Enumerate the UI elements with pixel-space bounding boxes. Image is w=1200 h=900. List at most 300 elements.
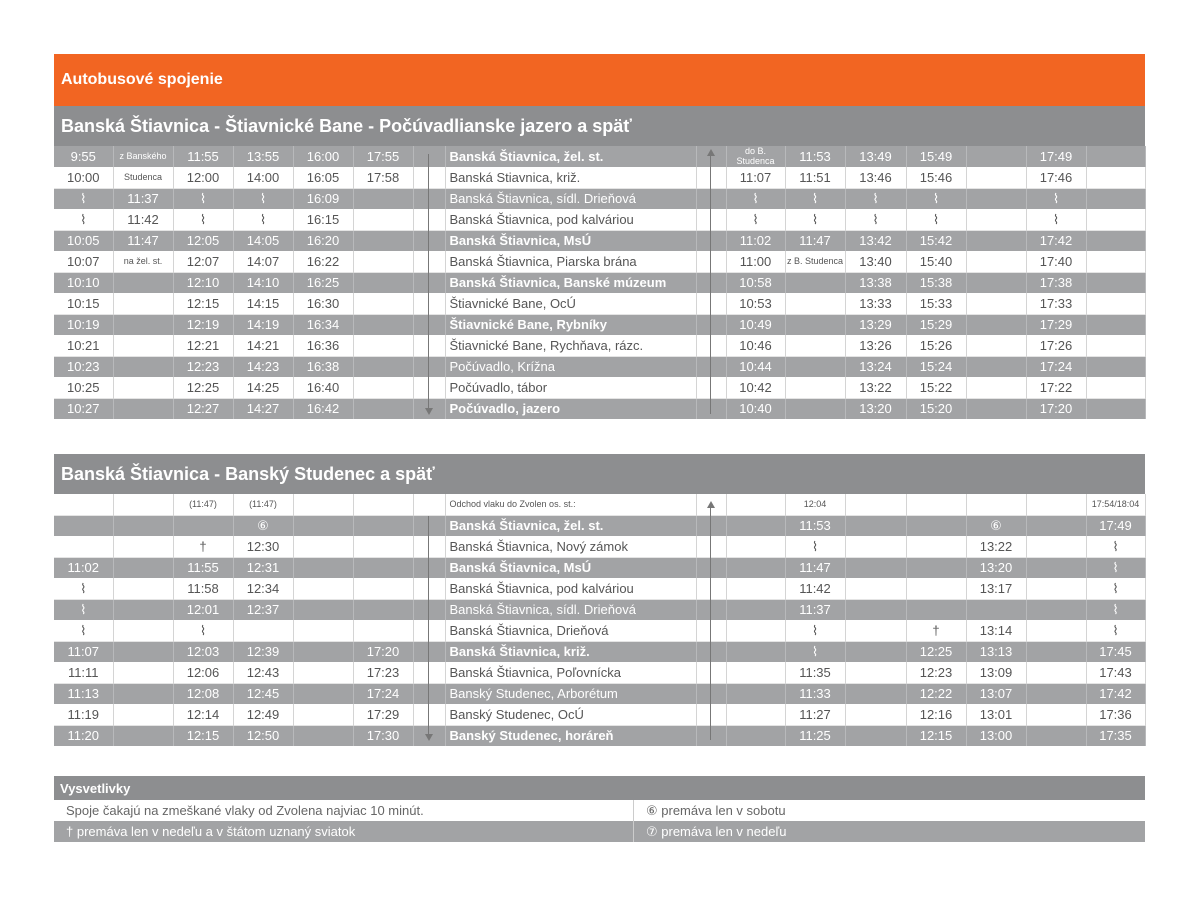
time-cell <box>1026 683 1086 704</box>
time-cell <box>353 314 413 335</box>
time-cell <box>113 515 173 536</box>
time-cell: 17:23 <box>353 662 413 683</box>
time-cell: 10:58 <box>726 272 785 293</box>
time-cell: ⌇ <box>1026 188 1086 209</box>
time-cell <box>966 377 1026 398</box>
up-arrow-line-2 <box>710 508 711 740</box>
time-cell: 14:25 <box>233 377 293 398</box>
time-cell: 14:21 <box>233 335 293 356</box>
time-cell: 17:24 <box>353 683 413 704</box>
time-cell <box>113 398 173 419</box>
time-cell: 16:30 <box>293 293 353 314</box>
up-arrow-icon <box>707 149 715 156</box>
time-cell: 17:46 <box>1026 167 1086 188</box>
time-cell <box>1086 188 1145 209</box>
stop-name: Banská Štiavnica, pod kalváriou <box>445 209 696 230</box>
time-cell: 16:25 <box>293 272 353 293</box>
time-cell: 12:10 <box>173 272 233 293</box>
stop-name: Štiavnické Bane, OcÚ <box>445 293 696 314</box>
time-cell <box>845 725 906 746</box>
time-cell <box>353 557 413 578</box>
time-cell: 12:30 <box>233 536 293 557</box>
legend-item: ⑦ premáva len v nedeľu <box>646 823 787 839</box>
time-cell: 13:24 <box>845 356 906 377</box>
time-cell: 11:07 <box>726 167 785 188</box>
time-cell: 12:05 <box>173 230 233 251</box>
time-cell: 15:22 <box>906 377 966 398</box>
time-cell: 14:27 <box>233 398 293 419</box>
stop-name: Banský Studenec, Arborétum <box>445 683 696 704</box>
time-cell: 12:08 <box>173 683 233 704</box>
table-row <box>54 641 1145 662</box>
time-cell: 12:07 <box>173 251 233 272</box>
stop-name: Banská Štiavnica, pod kalváriou <box>445 578 696 599</box>
time-cell <box>413 641 445 662</box>
time-cell <box>966 293 1026 314</box>
time-cell: ⌇ <box>785 641 845 662</box>
time-cell <box>413 146 445 167</box>
time-cell <box>966 599 1026 620</box>
time-cell <box>696 377 726 398</box>
time-cell: 10:46 <box>726 335 785 356</box>
time-cell: do B. Studenca <box>726 146 785 167</box>
time-cell <box>113 662 173 683</box>
time-cell: 12:03 <box>173 641 233 662</box>
time-cell: 14:05 <box>233 230 293 251</box>
time-cell: 11:00 <box>726 251 785 272</box>
time-cell: 11:51 <box>785 167 845 188</box>
time-cell: ⌇ <box>726 188 785 209</box>
time-cell <box>113 356 173 377</box>
stop-name: Banská Štiavnica, križ. <box>445 641 696 662</box>
up-arrow-icon <box>707 501 715 508</box>
stop-name: Banská Štiavnica, sídl. Drieňová <box>445 599 696 620</box>
table-row <box>54 356 1145 377</box>
time-cell: 17:49 <box>1026 146 1086 167</box>
time-cell: 17:30 <box>353 725 413 746</box>
table-row <box>54 146 1145 167</box>
time-cell <box>906 578 966 599</box>
time-cell: 17:22 <box>1026 377 1086 398</box>
time-cell: 11:47 <box>113 230 173 251</box>
time-cell <box>293 536 353 557</box>
time-cell: 11:42 <box>113 209 173 230</box>
time-cell <box>1086 293 1145 314</box>
time-cell <box>353 494 413 515</box>
time-cell: ⌇ <box>785 209 845 230</box>
time-cell: 10:49 <box>726 314 785 335</box>
time-cell: 16:00 <box>293 146 353 167</box>
time-cell <box>113 314 173 335</box>
legend <box>54 776 1145 842</box>
table-row <box>54 335 1145 356</box>
time-cell: 17:36 <box>1086 704 1145 725</box>
time-cell: 17:38 <box>1026 272 1086 293</box>
legend-title: Vysvetlivky <box>54 776 1145 800</box>
time-cell: 16:09 <box>293 188 353 209</box>
time-cell: 11:47 <box>785 230 845 251</box>
section1-title: Banská Štiavnica - Štiavnické Bane - Počúvadlianske jazero a späť <box>61 115 632 136</box>
time-cell <box>726 599 785 620</box>
section2-title: Banská Štiavnica - Banský Studenec a späť <box>61 463 435 484</box>
time-cell <box>113 704 173 725</box>
time-cell: 11:11 <box>54 662 113 683</box>
section1-timetable <box>54 146 1146 419</box>
section1-table-wrap <box>54 146 1145 419</box>
stop-name: Banská Štiavnica, Piarska brána <box>445 251 696 272</box>
time-cell <box>113 683 173 704</box>
time-cell: 17:42 <box>1086 683 1145 704</box>
time-cell <box>696 620 726 641</box>
time-cell <box>845 662 906 683</box>
time-cell <box>413 494 445 515</box>
time-cell <box>293 578 353 599</box>
time-cell <box>1026 662 1086 683</box>
time-cell <box>1086 398 1145 419</box>
time-cell <box>845 641 906 662</box>
stop-name: Banská Štiavnica, MsÚ <box>445 230 696 251</box>
time-cell: † <box>173 536 233 557</box>
time-cell <box>1026 620 1086 641</box>
time-cell: ⌇ <box>1086 557 1145 578</box>
time-cell <box>906 536 966 557</box>
time-cell: 11:02 <box>54 557 113 578</box>
time-cell <box>696 578 726 599</box>
time-cell: 15:49 <box>906 146 966 167</box>
time-cell <box>726 515 785 536</box>
stop-name: Banská Štiavnica, sídl. Drieňová <box>445 188 696 209</box>
time-cell: 13:55 <box>233 146 293 167</box>
time-cell: 11:27 <box>785 704 845 725</box>
time-cell: 16:05 <box>293 167 353 188</box>
time-cell <box>54 536 113 557</box>
stop-name: Štiavnické Bane, Rybníky <box>445 314 696 335</box>
time-cell: 17:29 <box>353 704 413 725</box>
time-cell <box>293 662 353 683</box>
time-cell: 17:42 <box>1026 230 1086 251</box>
time-cell <box>696 704 726 725</box>
time-cell <box>413 536 445 557</box>
table-row <box>54 599 1145 620</box>
table-row <box>54 377 1145 398</box>
time-cell <box>785 335 845 356</box>
time-cell <box>353 272 413 293</box>
time-cell <box>413 167 445 188</box>
time-cell: 17:33 <box>1026 293 1086 314</box>
time-cell <box>353 599 413 620</box>
time-cell <box>1086 314 1145 335</box>
time-cell <box>845 704 906 725</box>
time-cell: 11:20 <box>54 725 113 746</box>
time-cell: 13:33 <box>845 293 906 314</box>
time-cell: 11:58 <box>173 578 233 599</box>
time-cell: 12:16 <box>906 704 966 725</box>
time-cell <box>413 578 445 599</box>
time-cell: 10:23 <box>54 356 113 377</box>
time-cell <box>293 515 353 536</box>
time-cell: 14:23 <box>233 356 293 377</box>
down-arrow-line-1 <box>428 154 429 410</box>
time-cell <box>353 398 413 419</box>
time-cell: (11:47) <box>173 494 233 515</box>
time-cell <box>845 494 906 515</box>
time-cell: 13:22 <box>845 377 906 398</box>
time-cell: 10:15 <box>54 293 113 314</box>
time-cell <box>353 536 413 557</box>
table-row <box>54 251 1145 272</box>
time-cell <box>293 557 353 578</box>
stop-name: Štiavnické Bane, Rychňava, rázc. <box>445 335 696 356</box>
time-cell: 10:27 <box>54 398 113 419</box>
time-cell: 16:40 <box>293 377 353 398</box>
time-cell <box>353 377 413 398</box>
time-cell <box>726 578 785 599</box>
time-cell <box>696 725 726 746</box>
time-cell <box>785 398 845 419</box>
time-cell: 14:07 <box>233 251 293 272</box>
time-cell: 11:25 <box>785 725 845 746</box>
legend-row <box>54 800 1145 821</box>
time-cell <box>353 335 413 356</box>
down-arrow-icon <box>425 408 433 415</box>
time-cell <box>966 209 1026 230</box>
stop-name: Banský Studenec, horáreň <box>445 725 696 746</box>
time-cell <box>696 599 726 620</box>
time-cell: 12:50 <box>233 725 293 746</box>
time-cell <box>353 620 413 641</box>
time-cell: 15:46 <box>906 167 966 188</box>
time-cell: 13:07 <box>966 683 1026 704</box>
time-cell <box>696 314 726 335</box>
time-cell: ⌇ <box>1086 620 1145 641</box>
table-row <box>54 683 1145 704</box>
time-cell: ⌇ <box>54 620 113 641</box>
time-cell <box>906 515 966 536</box>
stop-name: Banská Štiavnica, Drieňová <box>445 620 696 641</box>
time-cell <box>1086 251 1145 272</box>
time-cell <box>726 494 785 515</box>
time-cell: ⌇ <box>785 620 845 641</box>
time-cell <box>1086 167 1145 188</box>
time-cell: 11:55 <box>173 557 233 578</box>
time-cell: 11:53 <box>785 515 845 536</box>
time-cell: 13:13 <box>966 641 1026 662</box>
time-cell <box>696 662 726 683</box>
time-cell: 16:34 <box>293 314 353 335</box>
time-cell <box>785 377 845 398</box>
time-cell <box>696 356 726 377</box>
time-cell <box>696 251 726 272</box>
time-cell: 16:42 <box>293 398 353 419</box>
time-cell <box>785 272 845 293</box>
time-cell: 12:21 <box>173 335 233 356</box>
time-cell: (11:47) <box>233 494 293 515</box>
time-cell <box>696 188 726 209</box>
time-cell <box>845 620 906 641</box>
time-cell: 14:00 <box>233 167 293 188</box>
time-cell: ⌇ <box>726 209 785 230</box>
time-cell: 15:42 <box>906 230 966 251</box>
time-cell <box>726 536 785 557</box>
time-cell: 17:55 <box>353 146 413 167</box>
time-cell: ⌇ <box>173 620 233 641</box>
time-cell: z B. Studenca <box>785 251 845 272</box>
time-cell: 15:20 <box>906 398 966 419</box>
time-cell <box>966 314 1026 335</box>
time-cell <box>293 683 353 704</box>
time-cell: 11:19 <box>54 704 113 725</box>
time-cell <box>785 314 845 335</box>
time-cell: 11:02 <box>726 230 785 251</box>
time-cell <box>413 599 445 620</box>
table-row <box>54 704 1145 725</box>
time-cell: 13:46 <box>845 167 906 188</box>
stop-name: Banská Štiavnica, žel. st. <box>445 146 696 167</box>
time-cell <box>845 515 906 536</box>
time-cell <box>353 578 413 599</box>
time-cell: ⌇ <box>54 209 113 230</box>
time-cell <box>413 272 445 293</box>
time-cell <box>113 599 173 620</box>
time-cell: 12:25 <box>906 641 966 662</box>
time-cell: 14:15 <box>233 293 293 314</box>
time-cell <box>353 356 413 377</box>
table-row <box>54 536 1145 557</box>
time-cell <box>906 557 966 578</box>
time-cell <box>413 662 445 683</box>
time-cell: 11:33 <box>785 683 845 704</box>
section2-timetable <box>54 494 1146 746</box>
time-cell <box>413 293 445 314</box>
time-cell: 17:58 <box>353 167 413 188</box>
time-cell: 11:07 <box>54 641 113 662</box>
time-cell: 10:44 <box>726 356 785 377</box>
time-cell <box>413 230 445 251</box>
time-cell <box>1086 230 1145 251</box>
time-cell: 13:00 <box>966 725 1026 746</box>
time-cell: 13:49 <box>845 146 906 167</box>
stop-name: Banská Štiavnica, MsÚ <box>445 557 696 578</box>
time-cell: 12:06 <box>173 662 233 683</box>
time-cell: 13:26 <box>845 335 906 356</box>
time-cell <box>413 209 445 230</box>
time-cell <box>696 293 726 314</box>
time-cell <box>785 293 845 314</box>
stop-name: Banský Studenec, OcÚ <box>445 704 696 725</box>
time-cell: Studenca <box>113 167 173 188</box>
section2-title-bar <box>54 454 1145 494</box>
time-cell <box>113 620 173 641</box>
time-cell: ⌇ <box>845 209 906 230</box>
time-cell <box>353 188 413 209</box>
time-cell <box>1086 377 1145 398</box>
time-cell <box>966 356 1026 377</box>
time-cell <box>54 494 113 515</box>
time-cell: z Banského <box>113 146 173 167</box>
time-cell: 17:26 <box>1026 335 1086 356</box>
time-cell: 12:19 <box>173 314 233 335</box>
time-cell <box>696 536 726 557</box>
time-cell <box>1086 272 1145 293</box>
time-cell <box>696 683 726 704</box>
time-cell <box>966 335 1026 356</box>
time-cell <box>413 704 445 725</box>
time-cell <box>696 272 726 293</box>
time-cell: 12:01 <box>173 599 233 620</box>
time-cell: 11:42 <box>785 578 845 599</box>
time-cell: 10:05 <box>54 230 113 251</box>
time-cell <box>696 209 726 230</box>
time-cell <box>1086 209 1145 230</box>
time-cell <box>726 620 785 641</box>
time-cell: 12:37 <box>233 599 293 620</box>
time-cell: 10:07 <box>54 251 113 272</box>
time-cell <box>1026 641 1086 662</box>
time-cell <box>353 209 413 230</box>
time-cell: 12:23 <box>173 356 233 377</box>
time-cell <box>233 620 293 641</box>
timetable-page <box>54 54 1145 842</box>
time-cell <box>1026 536 1086 557</box>
time-cell: ⌇ <box>54 578 113 599</box>
up-arrow-line-1 <box>710 156 711 414</box>
time-cell <box>845 599 906 620</box>
time-cell: 12:22 <box>906 683 966 704</box>
table-row <box>54 725 1145 746</box>
time-cell <box>113 536 173 557</box>
time-cell: 12:25 <box>173 377 233 398</box>
time-cell: 17:24 <box>1026 356 1086 377</box>
time-cell: 13:14 <box>966 620 1026 641</box>
time-cell: ⑥ <box>233 515 293 536</box>
time-cell: 13:22 <box>966 536 1026 557</box>
time-cell <box>906 599 966 620</box>
time-cell <box>845 536 906 557</box>
time-cell <box>54 515 113 536</box>
time-cell: 12:43 <box>233 662 293 683</box>
legend-item: Spoje čakajú na zmeškané vlaky od Zvolena najviac 10 minút. <box>54 800 634 821</box>
time-cell <box>413 188 445 209</box>
time-cell <box>966 188 1026 209</box>
time-cell: ⌇ <box>233 209 293 230</box>
time-cell: 10:40 <box>726 398 785 419</box>
time-cell: ⌇ <box>845 188 906 209</box>
time-cell: ⌇ <box>54 599 113 620</box>
time-cell: 15:24 <box>906 356 966 377</box>
time-cell: 17:20 <box>353 641 413 662</box>
time-cell <box>906 494 966 515</box>
stop-name: Banská Štiavnica, Nový zámok <box>445 536 696 557</box>
time-cell: ⌇ <box>54 188 113 209</box>
time-cell: † <box>906 620 966 641</box>
time-cell: ⌇ <box>906 209 966 230</box>
time-cell: ⑥ <box>966 515 1026 536</box>
table-row <box>54 188 1145 209</box>
time-cell: 11:37 <box>785 599 845 620</box>
time-cell: 12:00 <box>173 167 233 188</box>
time-cell <box>696 230 726 251</box>
time-cell: 12:49 <box>233 704 293 725</box>
time-cell <box>113 725 173 746</box>
time-cell: 12:45 <box>233 683 293 704</box>
time-cell: 15:33 <box>906 293 966 314</box>
time-cell: 17:45 <box>1086 641 1145 662</box>
time-cell <box>785 356 845 377</box>
time-cell: ⌇ <box>785 188 845 209</box>
time-cell: ⌇ <box>173 188 233 209</box>
table-row <box>54 494 1145 515</box>
time-cell: 15:26 <box>906 335 966 356</box>
